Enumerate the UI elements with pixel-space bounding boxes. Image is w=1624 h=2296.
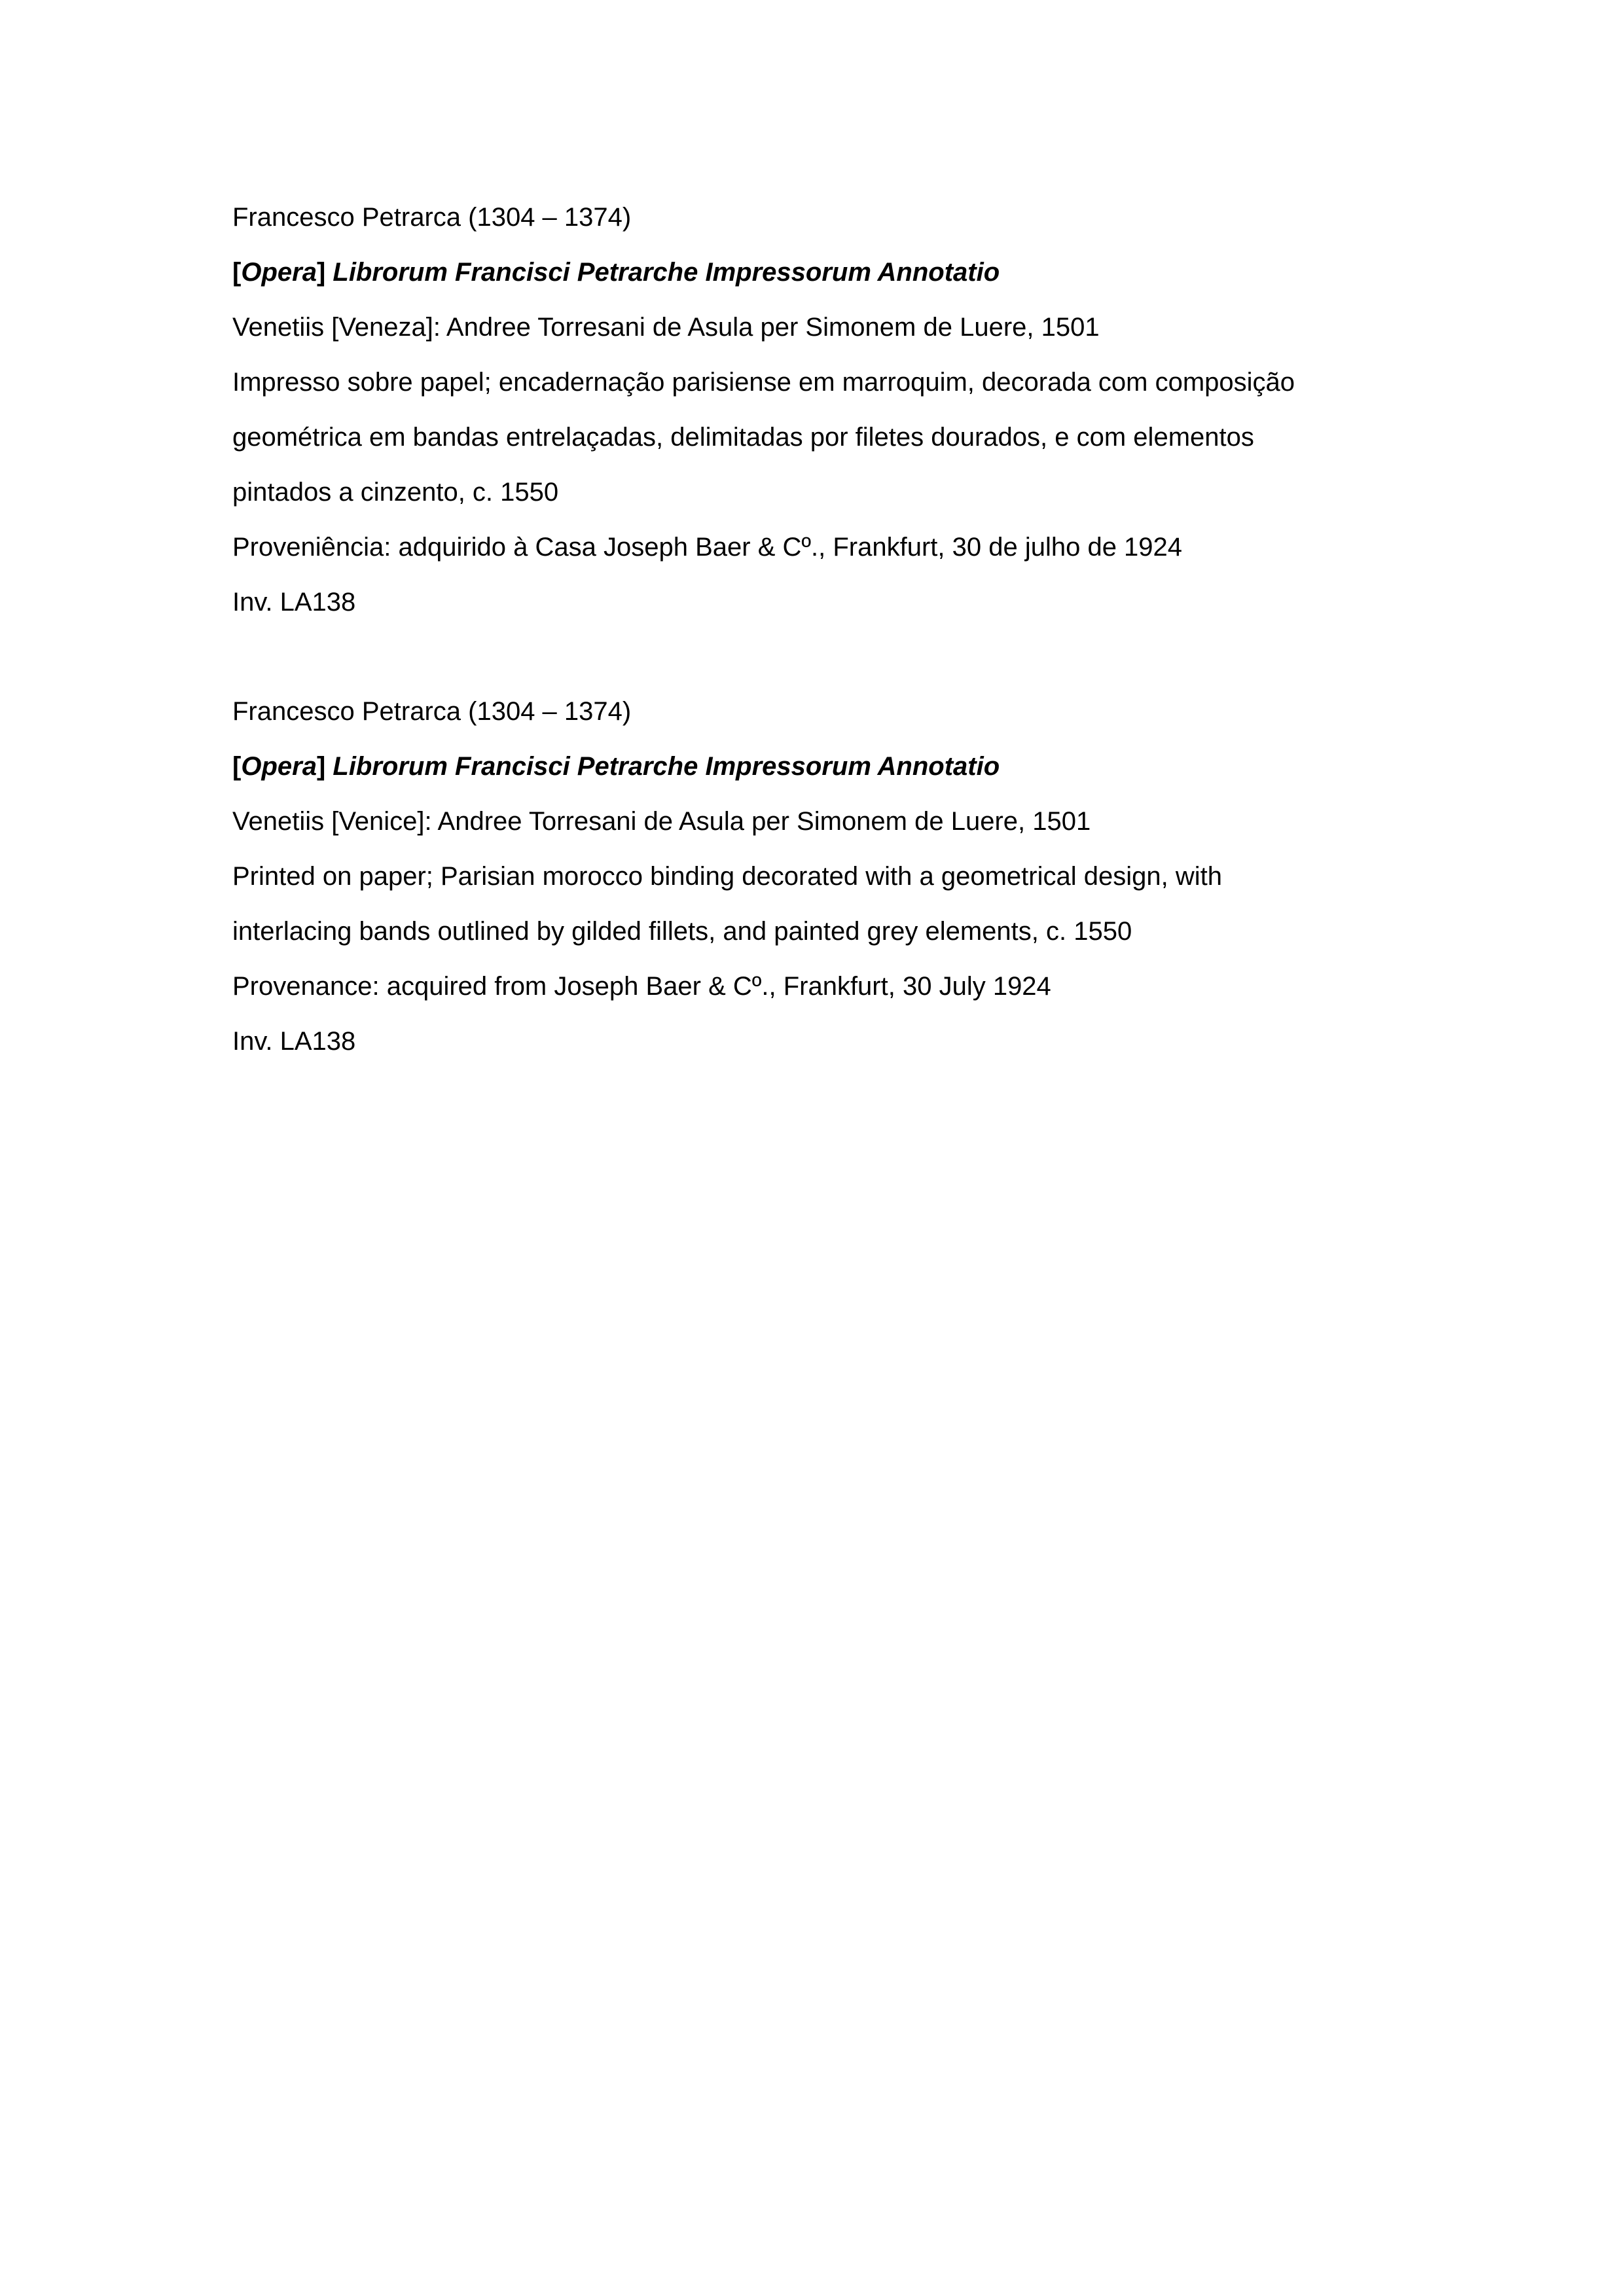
inventory-line: Inv. LA138 [232,588,356,617]
title-rest: Librorum Francisci Petrarche Impressorum Annotatio [325,752,1000,781]
provenance-line: Proveniência: adquirido à Casa Joseph Baer & Cº., Frankfurt, 30 de julho de 1924 [232,533,1183,562]
description-line: interlacing bands outlined by gilded fillets, and painted grey elements, c. 1550 [232,917,1132,946]
title-line [232,245,1476,300]
title-opera: Opera [241,258,317,287]
title-bracket-close: ] [316,258,326,287]
description-line: geométrica em bandas entrelaçadas, delimitadas por filetes dourados, e com elementos [232,423,1254,452]
provenance-line: Provenance: acquired from Joseph Baer & Cº., Frankfurt, 30 July 1924 [232,972,1051,1001]
description-line: pintados a cinzento, c. 1550 [232,478,559,507]
title-opera: Opera [241,752,317,781]
author-line: Francesco Petrarca (1304 – 1374) [232,697,632,726]
title-bracket-open: [ [232,752,242,781]
inventory-line: Inv. LA138 [232,1027,356,1056]
title-bracket-open: [ [232,258,242,287]
imprint-line: Venetiis [Venice]: Andree Torresani de Asula per Simonem de Luere, 1501 [232,807,1091,836]
author-line: Francesco Petrarca (1304 – 1374) [232,203,632,232]
title-rest: Librorum Francisci Petrarche Impressorum Annotatio [325,258,1000,287]
catalog-entry-portuguese [232,190,1476,630]
imprint-line: Venetiis [Veneza]: Andree Torresani de Asula per Simonem de Luere, 1501 [232,313,1100,342]
description-line: Printed on paper; Parisian morocco binding decorated with a geometrical design, with [232,862,1222,891]
catalog-entry-english [232,684,1476,1069]
title-line [232,739,1476,794]
title-bracket-close: ] [316,752,326,781]
description-line: Impresso sobre papel; encadernação parisiense em marroquim, decorada com composição [232,368,1295,397]
